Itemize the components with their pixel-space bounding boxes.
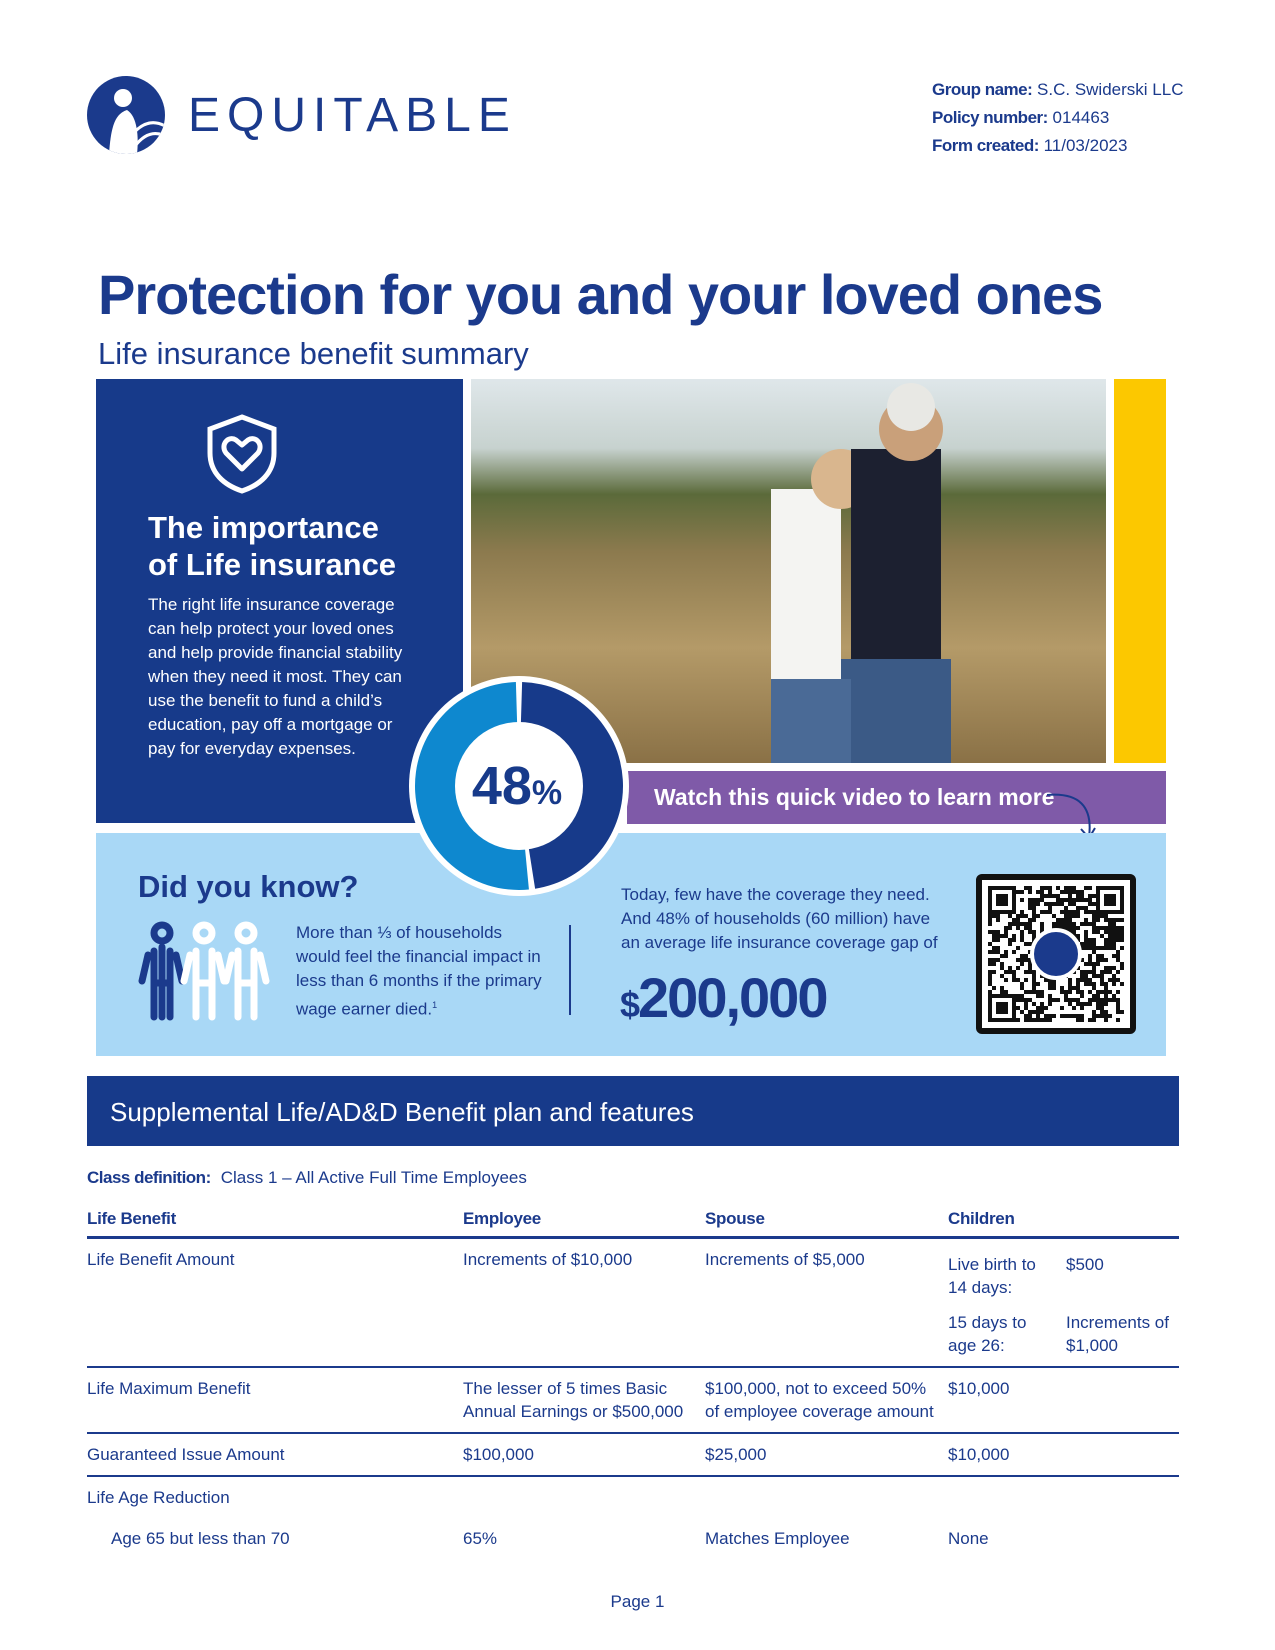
page-title: Protection for you and your loved ones	[98, 263, 1103, 326]
table-row: Life Age Reduction	[87, 1488, 230, 1507]
class-definition: Class definition: Class 1 – All Active Full Time Employees	[87, 1168, 527, 1187]
policy-info: Group name: S.C. Swiderski LLC Policy number: 014463 Form created: 11/03/2023	[932, 80, 1184, 155]
benefit-table	[87, 1205, 1179, 1559]
did-you-know-title: Did you know?	[138, 869, 359, 904]
table-header-row: Life Benefit Employee Spouse Children	[87, 1205, 1179, 1238]
watch-video-link[interactable]: Watch this quick video to learn more	[627, 771, 1166, 824]
table-row: Life Maximum Benefit The lesser of 5 times Basic Annual Earnings or $500,000 $100,000, not to exceed 50% of employee coverage amount $10,000	[87, 1367, 1179, 1433]
table-row: Life Benefit Amount Increments of $10,000 Increments of $5,000 Live birth to 14 days: $500 15 days to age 26: Increments of $1,000	[87, 1238, 1179, 1368]
table-row: Age 65 but less than 70 65% Matches Employee None	[111, 1529, 989, 1548]
video-qr-code[interactable]	[976, 874, 1136, 1034]
section-header: Supplemental Life/AD&D Benefit plan and features	[87, 1076, 1179, 1146]
page-number: Page 1	[610, 1592, 665, 1611]
group-name: S.C. Swiderski LLC	[1037, 80, 1184, 99]
did-you-know-panel	[96, 833, 1166, 1056]
page-subtitle: Life insurance benefit summary	[98, 336, 529, 371]
coverage-gap-amount: $200,000	[620, 966, 827, 1029]
coverage-gap-text: Today, few have the coverage they need. And 48% of households (60 million) have an average life insurance coverage gap of	[621, 885, 938, 952]
brand-name: EQUITABLE	[188, 89, 517, 142]
percent-donut-chart	[409, 676, 629, 896]
family-icon	[138, 921, 273, 1021]
equitable-logo-icon	[87, 76, 165, 154]
table-row: Guaranteed Issue Amount $100,000 $25,000 $10,000	[87, 1433, 1179, 1476]
importance-panel	[96, 379, 463, 823]
importance-title: The importance of Life insurance	[148, 510, 397, 582]
shield-heart-icon	[204, 413, 280, 495]
percent-label: 48%	[471, 756, 563, 816]
yellow-accent-bar	[1114, 379, 1166, 763]
importance-body: The right life insurance coverage can help protect your loved ones and help provide financial stability when they need it most. They can use the benefit to fund a child’s education, pay off a mortgage or pay for everyday expenses.	[148, 595, 403, 758]
form-created: 11/03/2023	[1043, 136, 1128, 155]
policy-number: 014463	[1052, 108, 1110, 127]
did-you-know-text: More than ⅓ of households would feel the financial impact in less than 6 months if the primary wage earner died.$^1$	[296, 923, 542, 1019]
divider	[569, 925, 571, 1015]
